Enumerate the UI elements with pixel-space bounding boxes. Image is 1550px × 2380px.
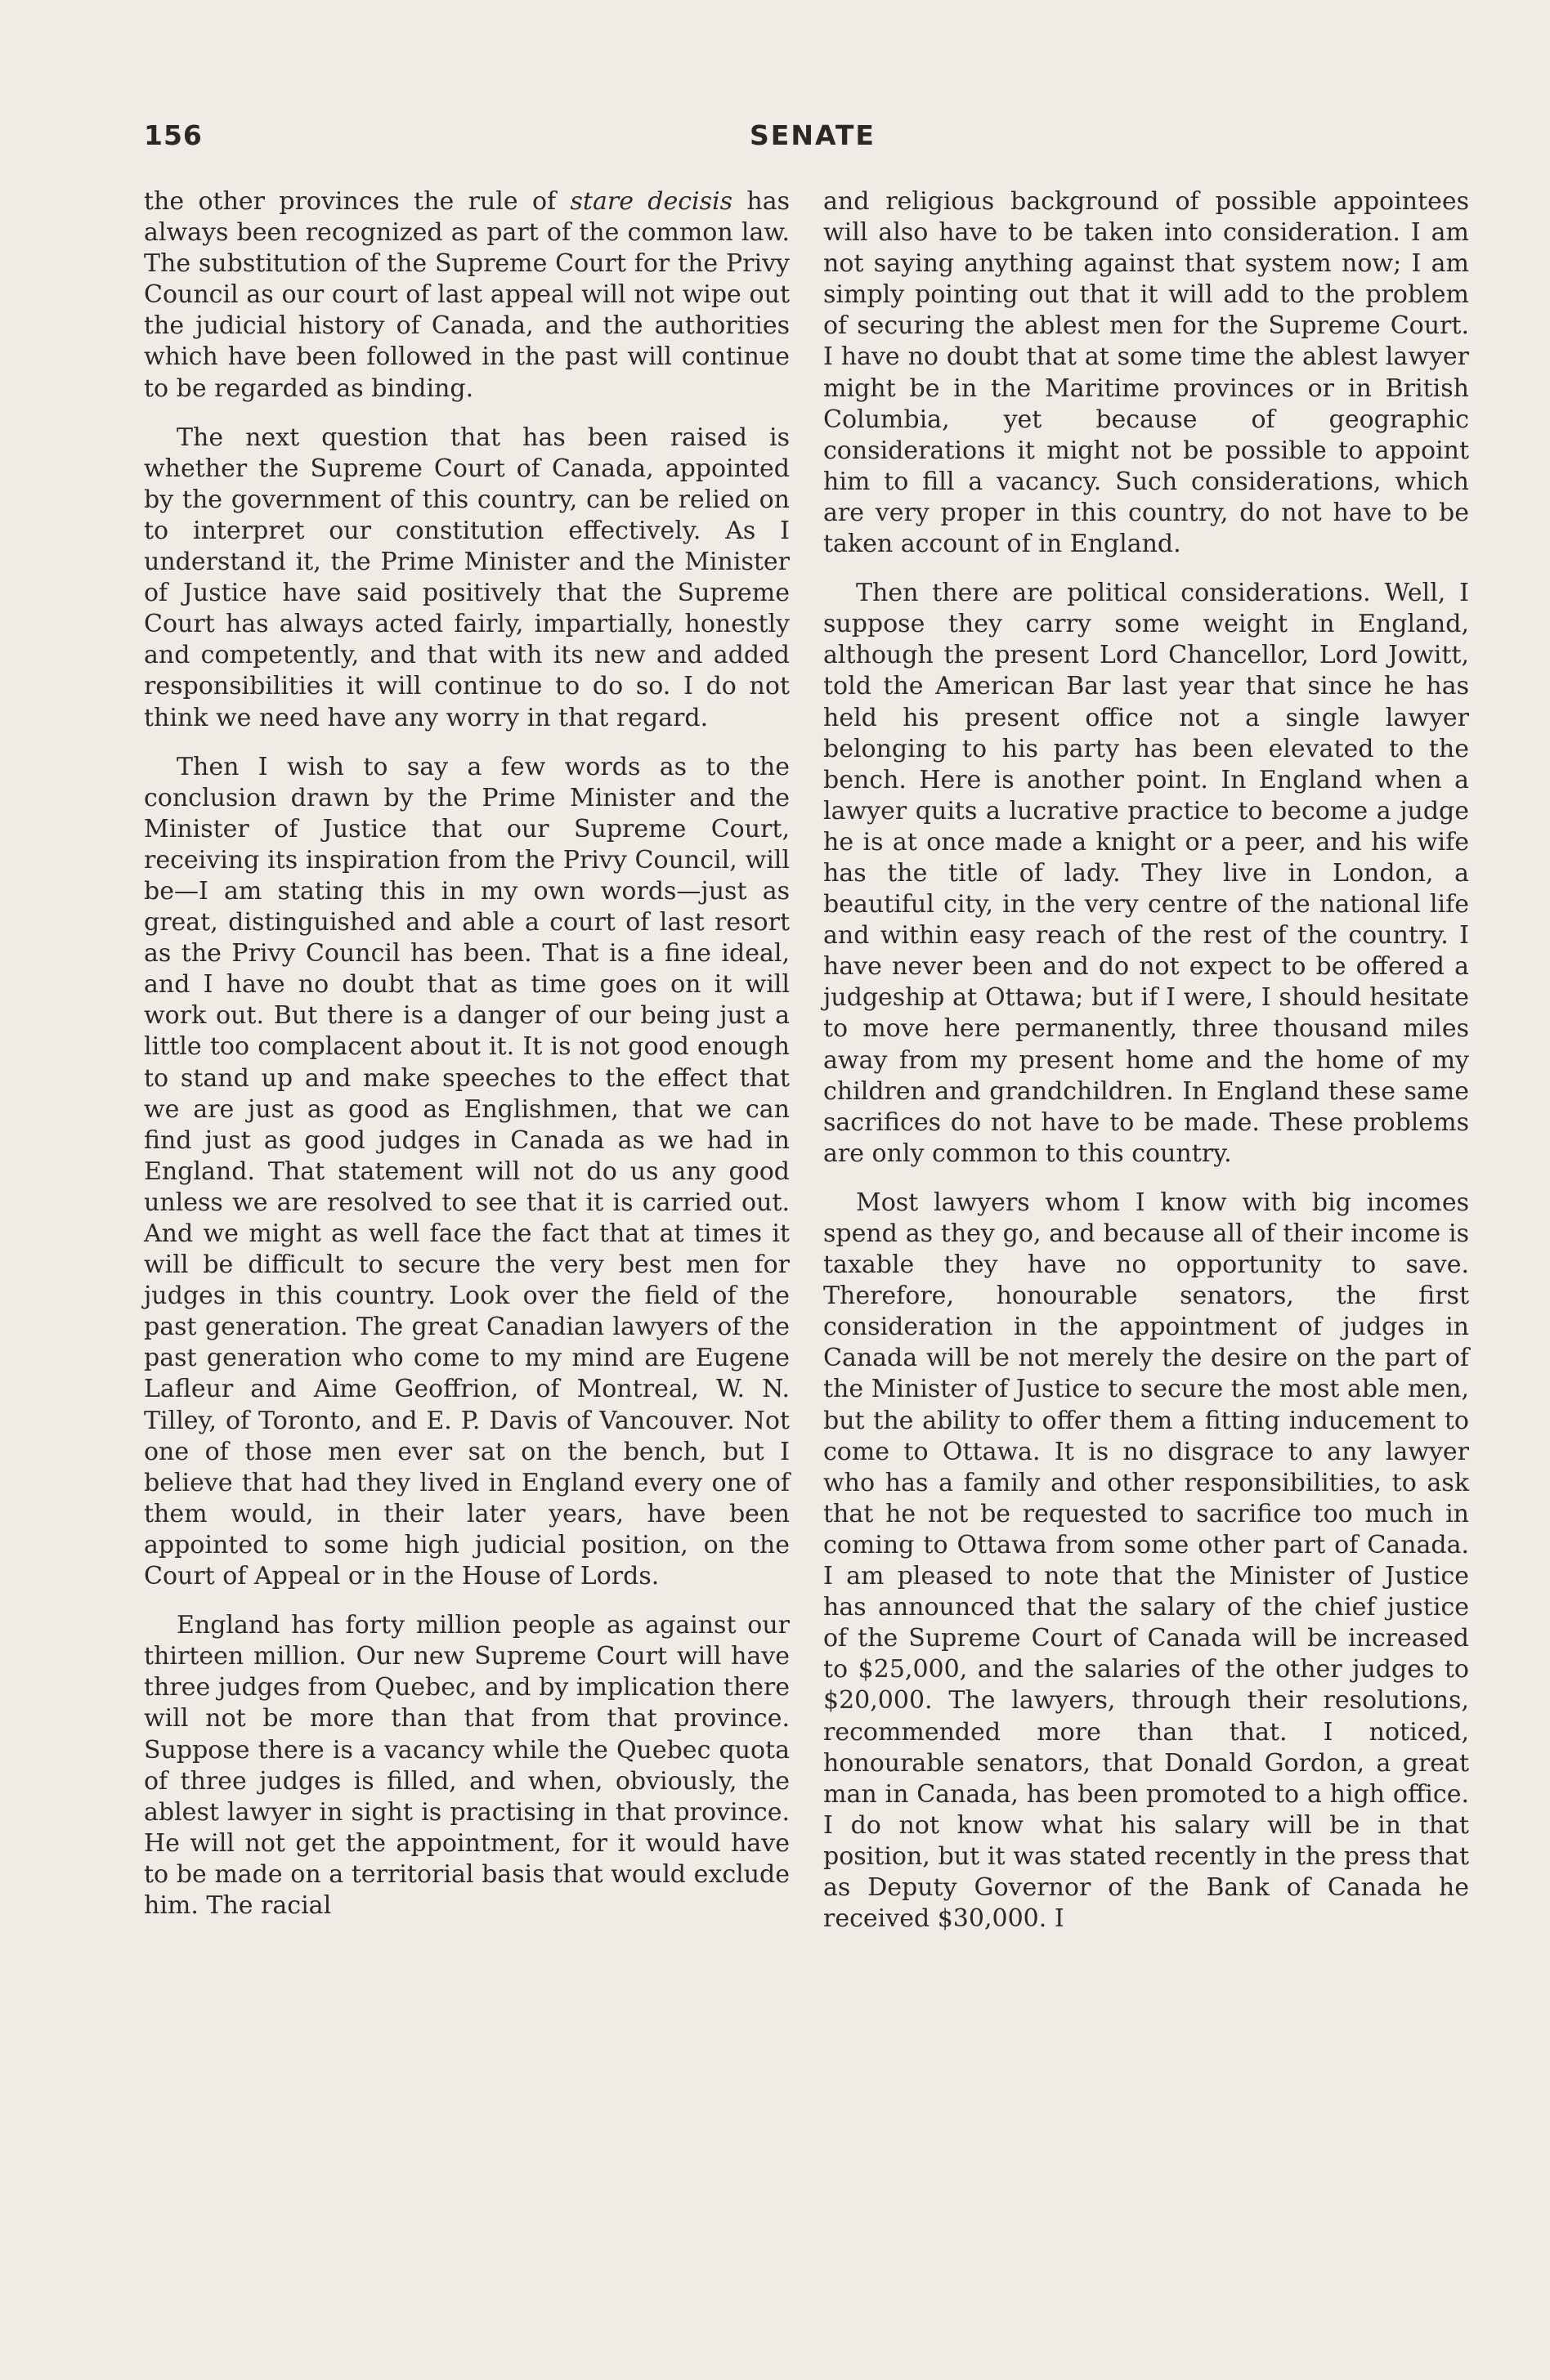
paragraph: The next question that has been raised is whether the Supreme Court of Canada, appointed by the government of this country, can be relied on to interpret our constitution effectively. As I understand it, the Prime Minister and the Minister of Justice have said positively that the Supreme Court has always acted fairly, impartially, honestly and competently, and that with its new and added responsibilities it will continue to do so. I do not think we need have any worry in that regard. xyxy=(144,423,790,732)
paragraph: and religious background of possible appointees will also have to be taken into consideration. I am not saying anything against that system now; I am simply pointing out that it will add to the problem of securing the ablest men for the Supreme Court. I have no doubt that at some time the ablest lawyer might be in the Maritime provinces or in British Columbia, yet because of geographic considerations it might not be possible to appoint him to fill a vacancy. Such considerations, which are very proper in this country, do not have to be taken account of in England. xyxy=(823,187,1469,559)
paragraph: Then there are political considerations. Well, I suppose they carry some weight in England, although the present Lord Chancellor, Lord Jowitt, told the American Bar last year that since he has held his present office not a single lawyer belonging to his party has been elevated to the bench. Here is another point. In England when a lawyer quits a lucrative practice to become a judge he is at once made a knight or a peer, and his wife has the title of lady. They live in London, a beautiful city, in the very centre of the national life and within easy reach of the rest of the country. I have never been and do not expect to be offered a judgeship at Ottawa; but if I were, I should hesitate to move here permanently, three thousand miles away from my present home and the home of my children and grandchildren. In England these same sacrifices do not have to be made. These problems are only common to this country. xyxy=(823,579,1469,1168)
paragraph: Most lawyers whom I know with big incomes spend as they go, and because all of their income is taxable they have no opportunity to save. Therefore, honourable senators, the first consideration in the appointment of judges in Canada will be not merely the desire on the part of the Minister of Justice to secure the most able men, but the ability to offer them a fitting inducement to come to Ottawa. It is no disgrace to any lawyer who has a family and other responsibilities, to ask that he not be requested to sacrifice too much in coming to Ottawa from some other part of Canada. I am pleased to note that the Minister of Justice has announced that the salary of the chief justice of the Supreme Court of Canada will be increased to $25,000, and the salaries of the other judges to $20,000. The lawyers, through their resolutions, recommended more than that. I noticed, honourable senators, that Donald Gordon, a great man in Canada, has been promoted to a high office. I do not know what his salary will be in that position, but it was stated recently in the press that as Deputy Governor of the Bank of Canada he received $30,000. I xyxy=(823,1188,1469,1934)
left-column xyxy=(144,186,790,1939)
paragraph-text: has always been recognized as part of the common law. The substitution of the Supreme Court for the Privy Council as our court of last appeal will not wipe out the judicial history of Canada, and the authorities which have been followed in the past will continue to be regarded as binding. xyxy=(144,187,791,403)
running-title: SENATE xyxy=(750,119,876,151)
page-header xyxy=(144,119,1481,162)
right-column xyxy=(823,186,1469,1953)
paragraph-text: the other provinces the rule of xyxy=(144,187,571,216)
paragraph xyxy=(144,186,790,405)
page-number: 156 xyxy=(144,119,203,151)
italic-phrase: stare decisis xyxy=(570,187,733,216)
paragraph: Then I wish to say a few words as to the conclusion drawn by the Prime Minister and the Minister of Justice that our Supreme Court, receiving its inspiration from the Privy Council, will be—I am stating this in my own words—just as great, distinguished and able a court of last resort as the Privy Council has been. That is a fine ideal, and I have no doubt that as time goes on it will work out. But there is a danger of our being just a little too complacent about it. It is not good enough to stand up and make speeches to the effect that we are just as good as Englishmen, that we can find just as good judges in Canada as we had in England. That statement will not do us any good unless we are resolved to see that it is carried out. And we might as well face the fact that at times it will be difficult to secure the very best men for judges in this country. Look over the field of the past generation. The great Canadian lawyers of the past generation who come to my mind are Eugene Lafleur and Aime Geoffrion, of Montreal, W. N. Tilley, of Toronto, and E. P. Davis of Vancouver. Not one of those men ever sat on the bench, but I believe that had they lived in England every one of them would, in their later years, have been appointed to some high judicial position, on the Court of Appeal or in the House of Lords. xyxy=(144,752,790,1591)
paragraph: England has forty million people as against our thirteen million. Our new Supreme Court will have three judges from Quebec, and by implication there will not be more than that from that province. Suppose there is a vacancy while the Quebec quota of three judges is filled, and when, obviously, the ablest lawyer in sight is practising in that province. He will not get the appointment, for it would have to be made on a territorial basis that would exclude him. The racial xyxy=(144,1611,790,1920)
